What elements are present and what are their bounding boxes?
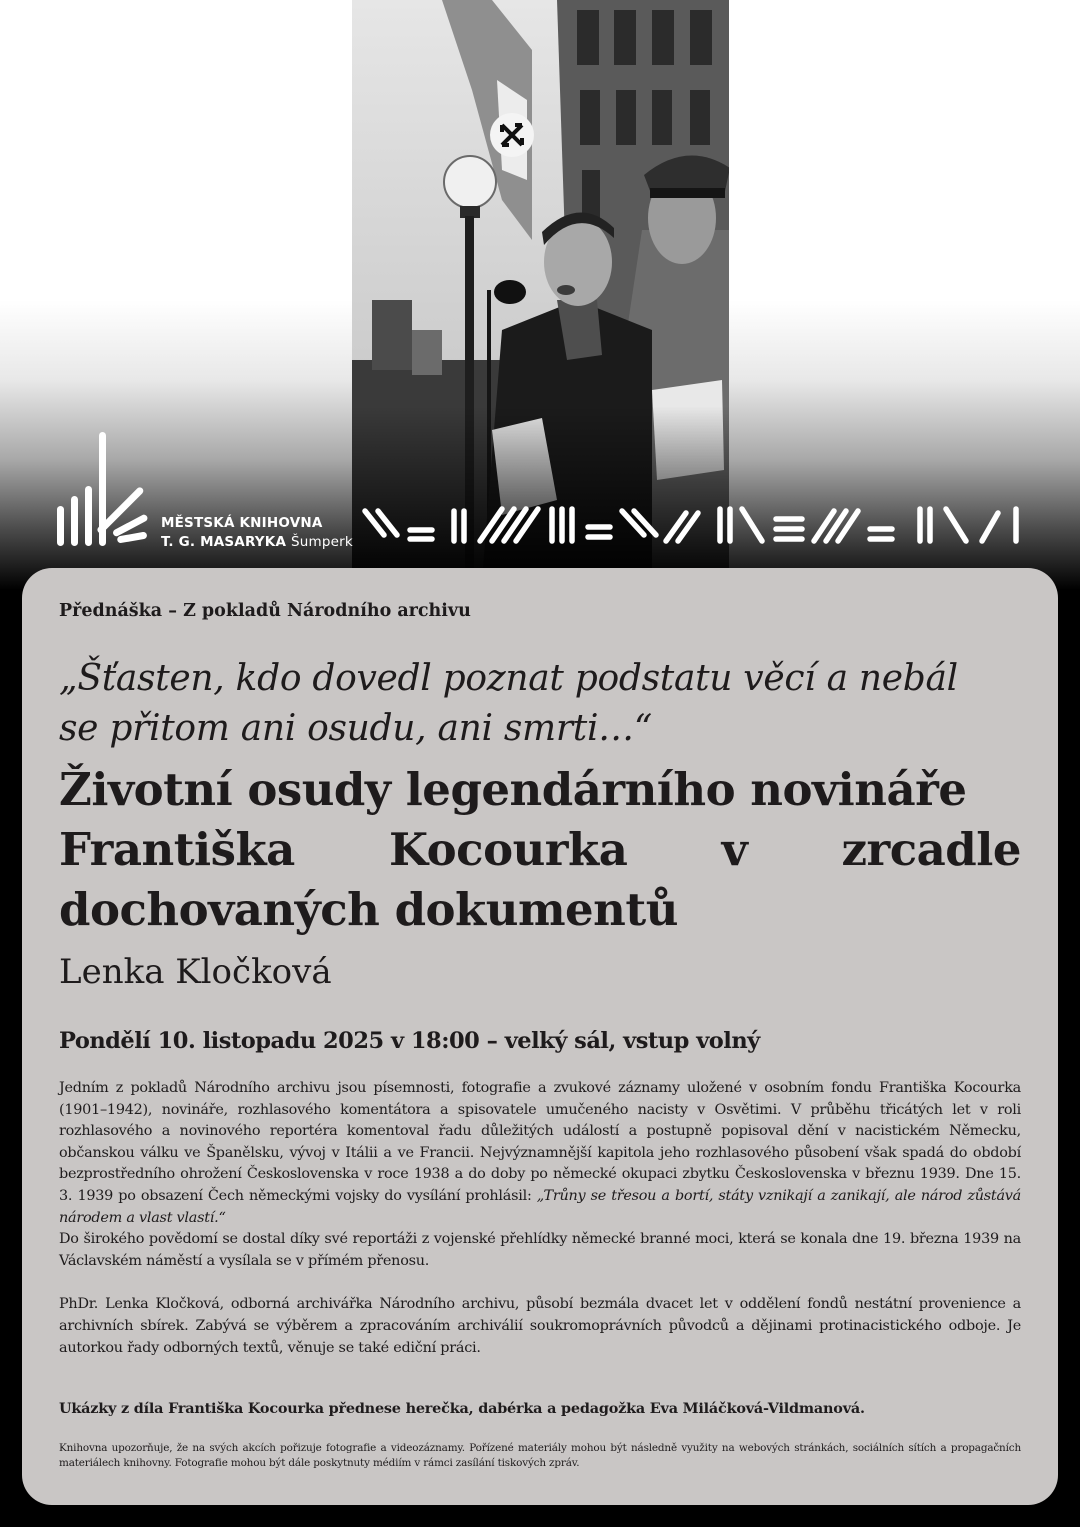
library-name-bold: T. G. MASARYKA <box>161 534 287 550</box>
event-speaker: Lenka Kločková <box>59 952 332 992</box>
library-name-line2 <box>161 533 353 552</box>
event-quote <box>59 654 1021 754</box>
event-quote-line1: „Šťasten, kdo dovedl poznat podstatu věcí a nebál <box>59 658 958 699</box>
description-broadcast-quote: „Trůny se třesou a bortí, státy vznikají a zanikají, ale národ zůstává národem a vlast vlastí.“ <box>59 1187 1021 1226</box>
description-paragraph-1 <box>59 1078 1021 1229</box>
event-series: Přednáška – Z pokladů Národního archivu <box>59 601 471 621</box>
photo-notice: Knihovna upozorňuje, že na svých akcích pořizuje fotografie a videozáznamy. Pořízené materiály mohou být následně využity na webových stránkách, sociálních sítích a propagačních materiálech knihovny. Fotografie mohou být dále poskytnuty médiím v rámci zasílání tiskových zpráv. <box>59 1442 1021 1469</box>
description-paragraph-3: PhDr. Lenka Kločková, odborná archivářka Národního archivu, působí bezmála dvacet let v oddělení fondů nestátní provenience a archivních sbírek. Zabývá se výběrem a zpracováním archiválií soukromoprávních původců a dějinami protinacistického odboje. Je autorkou řady odborných textů, věnuje se také ediční práci. <box>59 1296 1021 1356</box>
event-title-line3: dochovaných dokumentů <box>59 883 678 936</box>
event-title-line2 <box>59 820 1021 880</box>
event-title-word: zrcadle <box>841 823 1021 876</box>
library-name <box>161 514 353 552</box>
event-title-word: v <box>721 823 748 876</box>
photo-illustration <box>352 0 729 580</box>
event-title-word: Kocourka <box>389 823 628 876</box>
event-title <box>59 760 1021 940</box>
library-logo-icon <box>57 432 157 552</box>
performer-note: Ukázky z díla Františka Kocourka přednese herečka, dabérka a pedagožka Eva Miláčková-Vildmanová. <box>59 1400 865 1417</box>
paragraph-gap <box>59 1272 1021 1294</box>
event-quote-line2: se přitom ani osudu, ani smrti…“ <box>59 708 652 749</box>
description-paragraph-1-text: Jedním z pokladů Národního archivu jsou písemnosti, fotografie a zvukové záznamy uložené v osobním fondu Františka Kocourka (1901–1942), novináře, rozhlasového komentátora a spisovatele umučeného nacisty v Osvětimi. V průběhu třicátých let v roli rozhlasového a novinového reportéra komentoval řadu důležitých událostí a postupně popisoval dění v nacistickém Německu, občanskou válku ve Španělsku, vývoj v Itálii a ve Francii. Nejvýznamnější kapitola jeho rozhlasového působení však spadá do období bezprostředního ohrožení Československa v roce 1938 a do doby po německé okupaci zbytku Československa v březnu 1939. Dne 15. 3. 1939 po obsazení Čech německými vojsky do vysílání prohlásil: <box>59 1080 1021 1204</box>
historical-photo <box>352 0 729 580</box>
event-title-word: Františka <box>59 823 295 876</box>
library-logo <box>57 432 357 552</box>
event-description <box>59 1078 1021 1359</box>
event-info-card <box>22 568 1058 1505</box>
library-name-line1: MĚSTSKÁ KNIHOVNA <box>161 515 323 531</box>
event-datetime: Pondělí 10. listopadu 2025 v 18:00 – velký sál, vstup volný <box>59 1028 760 1054</box>
description-paragraph-2: Do širokého povědomí se dostal díky své reportáži z vojenské přehlídky německé branné moci, která se konala dne 19. března 1939 na Václavském náměstí a vysílala se v přímém přenosu. <box>59 1231 1021 1269</box>
library-name-city: Šumperk <box>291 534 353 550</box>
decorative-line-pattern <box>362 505 1024 549</box>
event-title-line1: Životní osudy legendárního novináře <box>59 763 967 816</box>
